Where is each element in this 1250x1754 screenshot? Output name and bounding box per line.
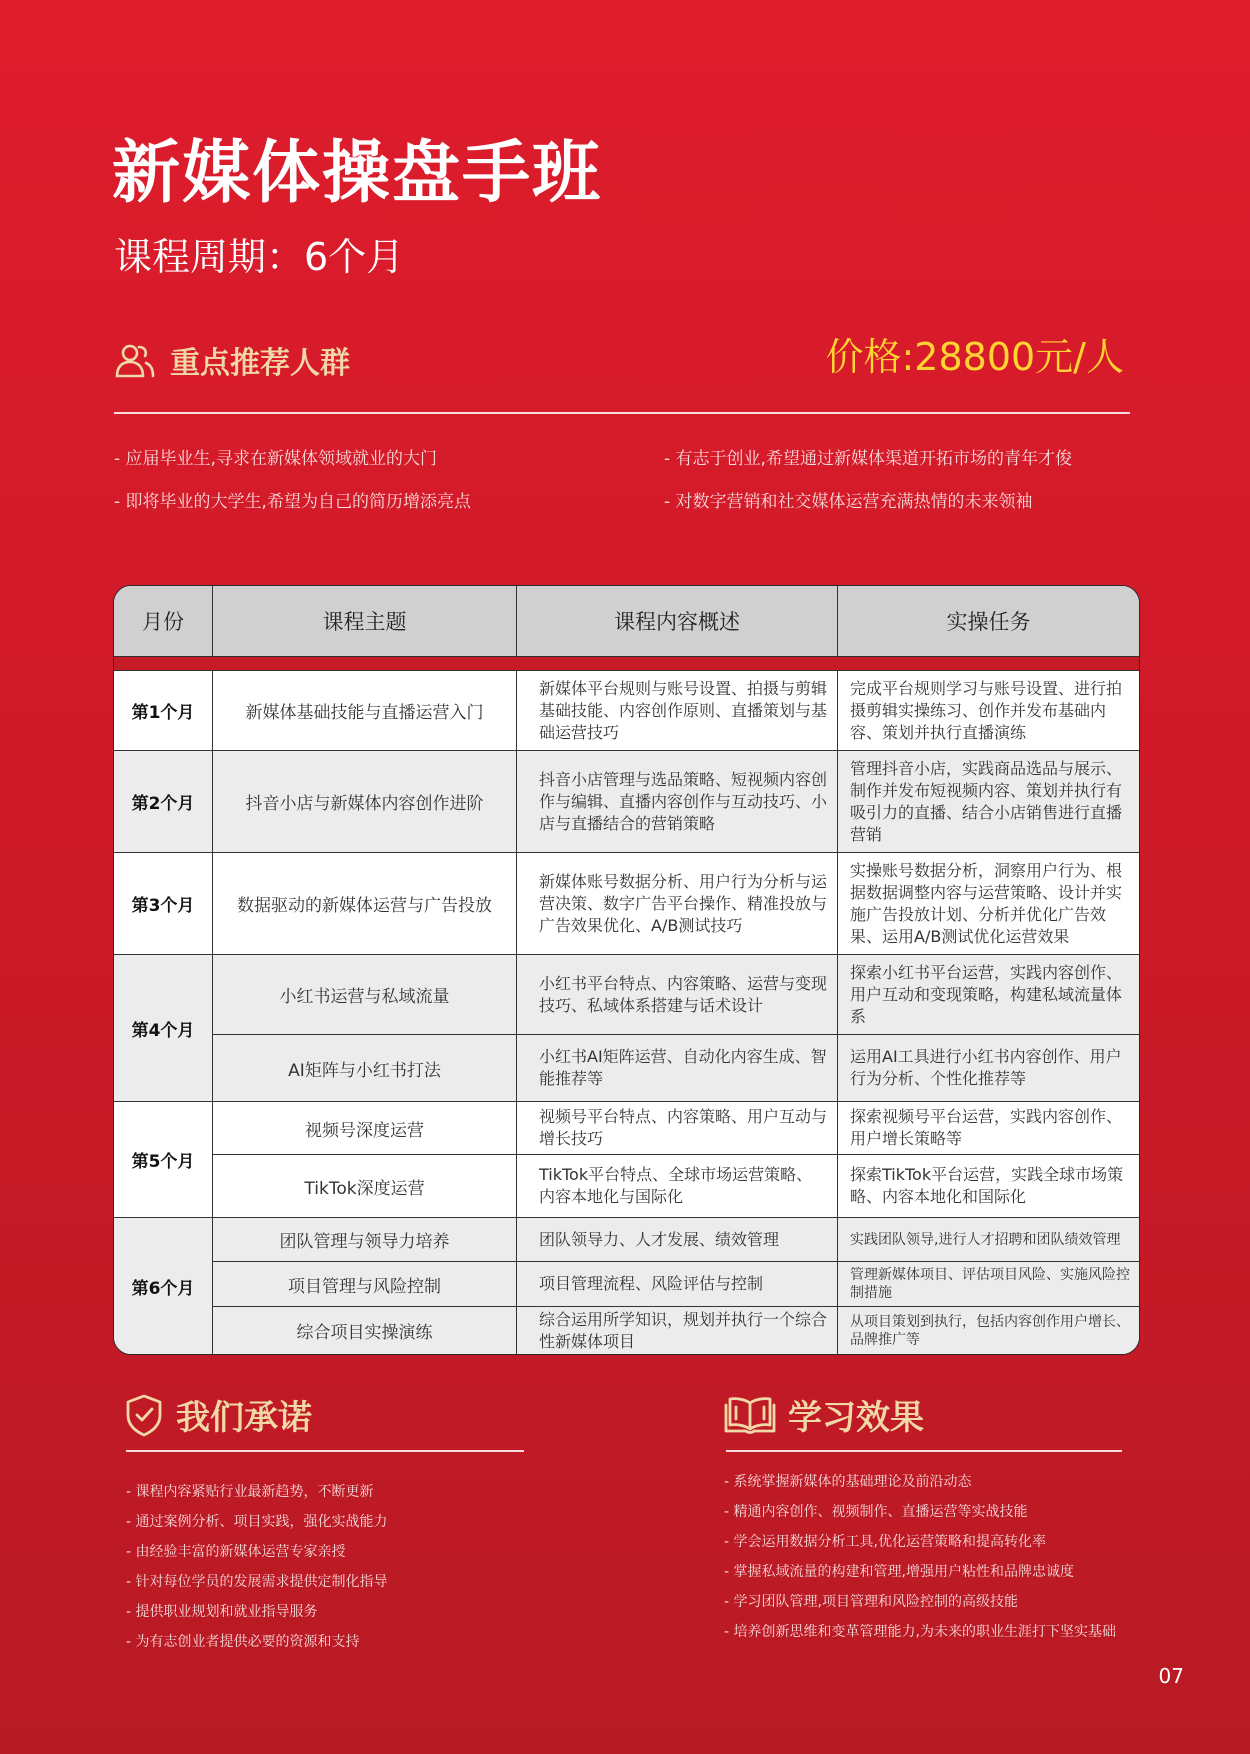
header-month: 月份	[114, 586, 213, 656]
shield-check-icon	[124, 1393, 164, 1437]
price-label: 价格:28800元/人	[825, 335, 1124, 379]
promise-item: - 提供职业规划和就业指导服务	[126, 1604, 318, 1620]
divider	[126, 1450, 524, 1452]
topic-cell: TikTok深度运营	[213, 1155, 517, 1218]
task-cell: 探索TikTok平台运营，实践全球市场策略、内容本地化和国际化	[838, 1155, 1139, 1218]
desc-cell: 新媒体账号数据分析、用户行为分析与运营决策、数字广告平台操作、精准投放与广告效果优化、A/B测试技巧	[517, 853, 838, 955]
effect-item: - 掌握私域流量的构建和管理,增强用户粘性和品牌忠诚度	[724, 1564, 1074, 1580]
promise-item: - 针对每位学员的发展需求提供定制化指导	[126, 1574, 388, 1590]
month-cell: 第5个月	[114, 1102, 213, 1218]
month-cell: 第6个月	[114, 1218, 213, 1354]
task-cell: 管理新媒体项目、评估项目风险、实施风险控制措施	[838, 1262, 1139, 1307]
task-cell: 探索视频号平台运营，实践内容创作、用户增长策略等	[838, 1102, 1139, 1155]
topic-cell: 团队管理与领导力培养	[213, 1218, 517, 1262]
course-duration: 课程周期：6个月	[114, 235, 405, 279]
desc-cell: 项目管理流程、风险评估与控制	[517, 1262, 838, 1307]
task-cell: 完成平台规则学习与账号设置、进行拍摄剪辑实操练习、创作并发布基础内容、策划并执行直播演练	[838, 671, 1139, 751]
audience-item: - 即将毕业的大学生,希望为自己的简历增添亮点	[114, 492, 471, 512]
effect-item: - 精通内容创作、视频制作、直播运营等实战技能	[724, 1504, 1028, 1520]
audience-item: - 有志于创业,希望通过新媒体渠道开拓市场的青年才俊	[664, 449, 1072, 469]
table-header	[114, 586, 1139, 657]
header-desc: 课程内容概述	[517, 586, 838, 656]
month-cell: 第3个月	[114, 853, 213, 955]
effect-item: - 学习团队管理,项目管理和风险控制的高级技能	[724, 1594, 1018, 1610]
desc-cell: 小红书平台特点、内容策略、运营与变现技巧、私域体系搭建与话术设计	[517, 955, 838, 1035]
desc-cell: TikTok平台特点、全球市场运营策略、内容本地化与国际化	[517, 1155, 838, 1218]
task-cell: 实践团队领导,进行人才招聘和团队绩效管理	[838, 1218, 1139, 1262]
desc-cell: 团队领导力、人才发展、绩效管理	[517, 1218, 838, 1262]
people-icon	[114, 342, 156, 378]
topic-cell: 抖音小店与新媒体内容创作进阶	[213, 751, 517, 853]
task-cell: 运用AI工具进行小红书内容创作、用户行为分析、个性化推荐等	[838, 1035, 1139, 1102]
divider	[726, 1450, 1122, 1452]
desc-cell: 小红书AI矩阵运营、自动化内容生成、智能推荐等	[517, 1035, 838, 1102]
month-cell: 第1个月	[114, 671, 213, 751]
desc-cell: 综合运用所学知识，规划并执行一个综合性新媒体项目	[517, 1307, 838, 1354]
promise-header	[124, 1390, 312, 1439]
header-task: 实操任务	[946, 610, 1031, 634]
topic-cell: 小红书运营与私域流量	[213, 955, 517, 1035]
promise-title: 我们承诺	[176, 1398, 312, 1438]
recommend-title: 重点推荐人群	[170, 346, 350, 381]
audience-item: - 对数字营销和社交媒体运营充满热情的未来领袖	[664, 492, 1033, 512]
topic-cell: 数据驱动的新媒体运营与广告投放	[213, 853, 517, 955]
topic-cell: AI矩阵与小红书打法	[213, 1035, 517, 1102]
page-title: 新媒体操盘手班	[112, 134, 603, 213]
desc-cell: 抖音小店管理与选品策略、短视频内容创作与编辑、直播内容创作与互动技巧、小店与直播结合的营销策略	[517, 751, 838, 853]
promise-item: - 课程内容紧贴行业最新趋势，不断更新	[126, 1484, 374, 1500]
effect-item: - 系统掌握新媒体的基础理论及前沿动态	[724, 1474, 972, 1490]
audience-item: - 应届毕业生,寻求在新媒体领域就业的大门	[114, 449, 437, 469]
divider	[114, 412, 1130, 414]
promise-item: - 通过案例分析、项目实践，强化实战能力	[126, 1514, 388, 1530]
task-cell: 管理抖音小店，实践商品选品与展示、制作并发布短视频内容、策划并执行有吸引力的直播、结合小店销售进行直播营销	[838, 751, 1139, 853]
task-cell: 实操账号数据分析，洞察用户行为、根据数据调整内容与运营策略、设计并实施广告投放计划、分析并优化广告效果、运用A/B测试优化运营效果	[838, 853, 1139, 955]
month-cell: 第2个月	[114, 751, 213, 853]
desc-cell: 新媒体平台规则与账号设置、拍摄与剪辑基础技能、内容创作原则、直播策划与基础运营技巧	[517, 671, 838, 751]
recommend-header	[114, 338, 350, 382]
topic-cell: 新媒体基础技能与直播运营入门	[213, 671, 517, 751]
effect-item: - 培养创新思维和变革管理能力,为未来的职业生涯打下坚实基础	[724, 1624, 1116, 1640]
task-cell: 探索小红书平台运营，实践内容创作、用户互动和变现策略，构建私域流量体系	[838, 955, 1139, 1035]
task-cell: 从项目策划到执行，包括内容创作用户增长、品牌推广等	[838, 1307, 1139, 1354]
header-topic: 课程主题	[213, 586, 517, 656]
course-table	[113, 585, 1140, 1355]
effect-item: - 学会运用数据分析工具,优化运营策略和提高转化率	[724, 1534, 1046, 1550]
header-gap	[114, 657, 1139, 671]
topic-cell: 视频号深度运营	[213, 1102, 517, 1155]
effect-title: 学习效果	[788, 1398, 924, 1438]
topic-cell: 项目管理与风险控制	[213, 1262, 517, 1307]
month-cell: 第4个月	[114, 955, 213, 1102]
promise-item: - 由经验丰富的新媒体运营专家亲授	[126, 1544, 346, 1560]
promise-item: - 为有志创业者提供必要的资源和支持	[126, 1634, 360, 1650]
open-book-icon	[724, 1395, 776, 1435]
page-number: 07	[1158, 1664, 1184, 1688]
desc-cell: 视频号平台特点、内容策略、用户互动与增长技巧	[517, 1102, 838, 1155]
topic-cell: 综合项目实操演练	[213, 1307, 517, 1354]
effect-header	[724, 1390, 924, 1439]
